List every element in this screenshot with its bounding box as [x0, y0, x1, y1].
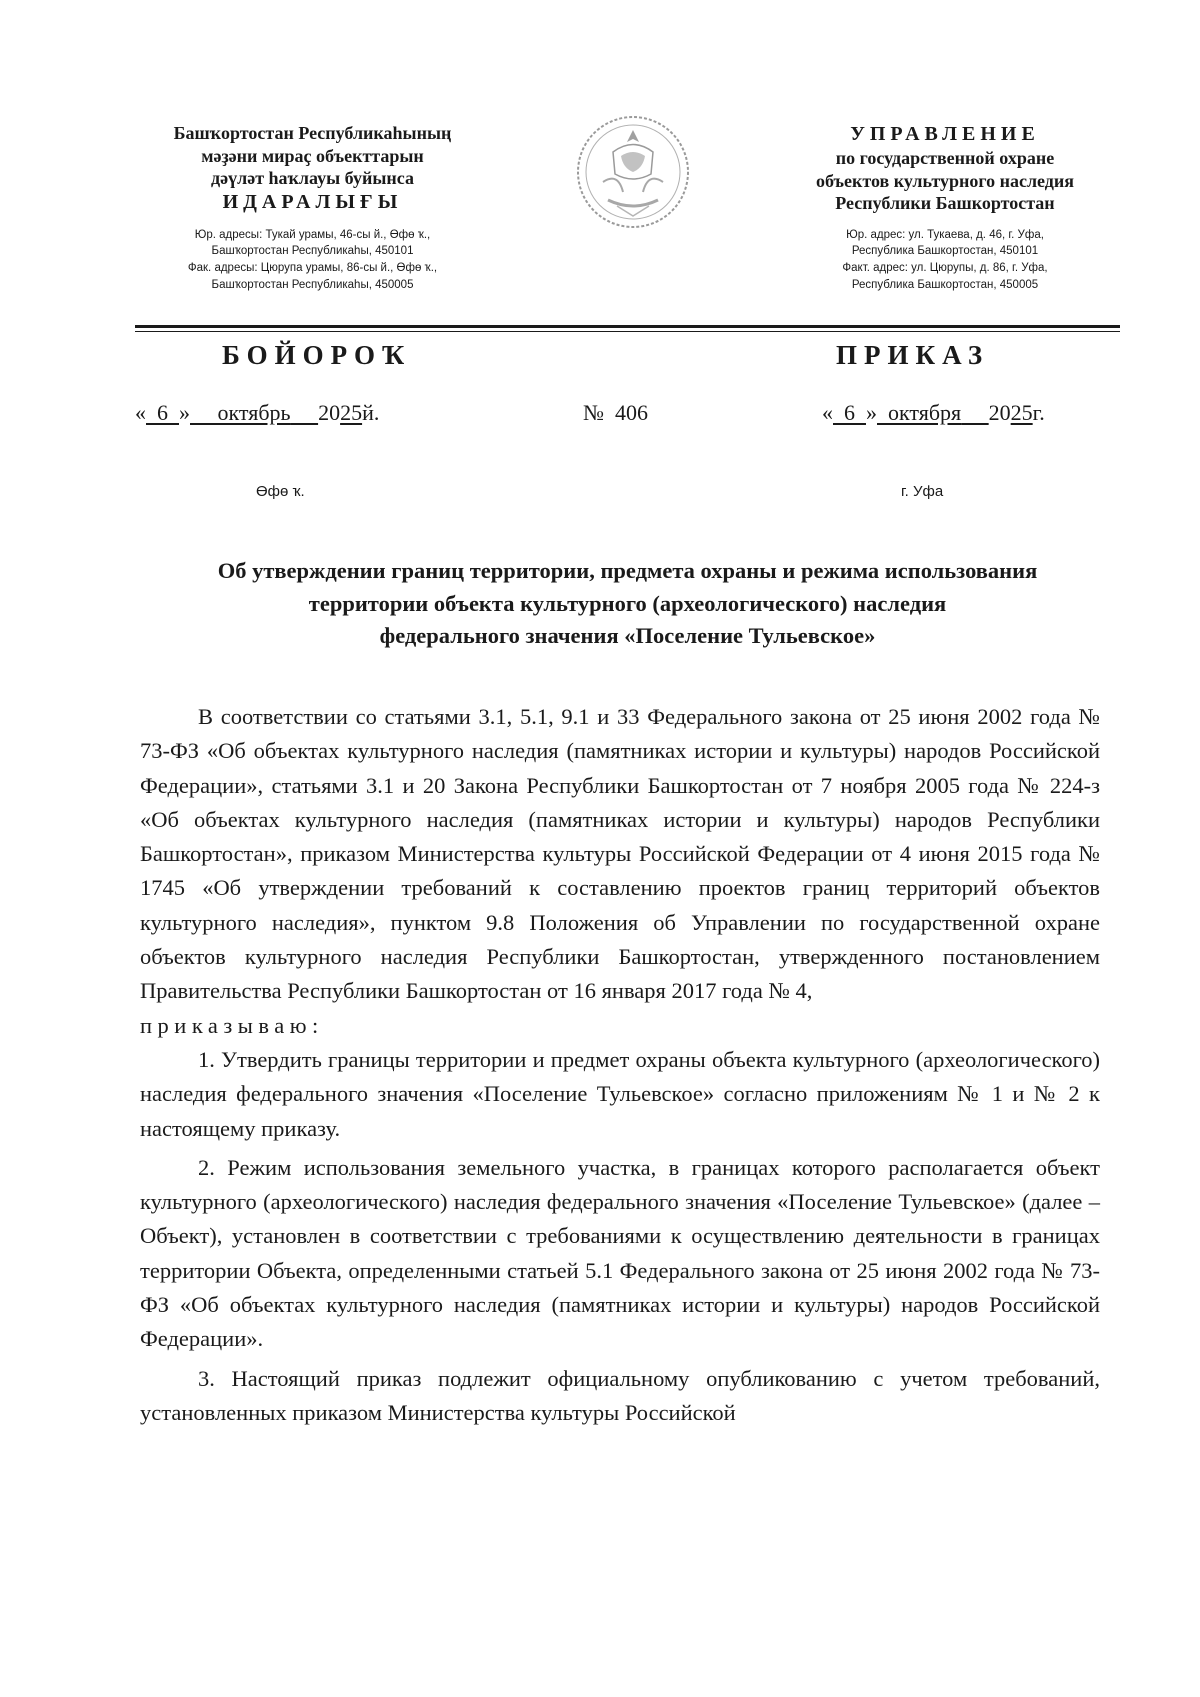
address-line: Юр. адресы: Тукай урамы, 46-сы й., Өфө ҡ.,	[194, 228, 431, 241]
date-suffix: г.	[1032, 400, 1045, 425]
date-suffix: й.	[362, 400, 380, 425]
address-line: Факт. адрес: ул. Цюрупы, д. 86, г. Уфа,	[842, 261, 1048, 274]
header-right-russian	[770, 122, 1120, 293]
order-item-2: 2. Режим использования земельного участка, в границах которого располагается объект культурного (археологического) наследия федерального значения «Поселение Тульевское» (далее – Объект), установлен в соответствии с требованиями к осуществлению деятельности в границах территории Объекта, определенными статьей 5.1 Федерального закона от 25 июня 2002 года № 73-ФЗ «Об объектах культурного наследия (памятниках истории и культуры) народов Российской Федерации».	[140, 1154, 1100, 1352]
org-name-line: мәҙәни мираҫ объекттарын	[201, 145, 424, 166]
date-year-prefix: 20	[988, 400, 1011, 425]
address-line: Юр. адрес: ул. Тукаева, д. 46, г. Уфа,	[846, 228, 1044, 241]
order-number	[583, 400, 648, 426]
quote-open: «	[822, 400, 833, 425]
order-date-bashkir	[135, 400, 379, 426]
header-left-bashkir	[135, 122, 490, 293]
title-line: федерального значения «Поселение Тульевское»	[379, 623, 876, 649]
directive-word: приказываю:	[140, 1012, 324, 1038]
address-line: Башҡортостан Республикаһы, 450005	[211, 278, 414, 291]
order-item-1: 1. Утвердить границы территории и предмет охраны объекта культурного (археологического) наследия федерального значения «Поселение Тульевское» согласно приложениям № 1 и № 2 к настоящему приказу.	[140, 1046, 1100, 1141]
date-year-suffix: 25	[340, 400, 363, 425]
header-divider-thin	[135, 331, 1120, 332]
quote-close: »	[179, 400, 190, 425]
org-name-line: объектов культурного наследия	[815, 170, 1075, 191]
address-line: Республика Башкортостан, 450101	[851, 245, 1039, 258]
org-name-line: дәүләт һаҡлауы буйынса	[211, 168, 414, 188]
date-day: 6	[844, 400, 855, 425]
number-value: 406	[615, 400, 648, 425]
org-address	[135, 227, 490, 294]
org-name-line: по государственной охране	[835, 148, 1055, 168]
order-word-bashkir: БОЙОРОҠ	[222, 340, 412, 370]
org-name-line: Республики Башкортостан	[835, 193, 1055, 213]
org-name-line: Башҡортостан Республикаһының	[173, 123, 452, 143]
org-address	[770, 227, 1120, 294]
address-line: Фак. адресы: Цюрупа урамы, 86-сы й., Өфө ҡ.,	[187, 261, 438, 274]
order-word-russian: ПРИКАЗ	[836, 340, 990, 370]
date-month: октября	[888, 400, 962, 425]
title-line: территории объекта культурного (археологического) наследия	[308, 590, 947, 616]
address-line: Республика Башкортостан, 450005	[851, 278, 1039, 291]
order-item-3: 3. Настоящий приказ подлежит официальному опубликованию с учетом требований, установленных приказом Министерства культуры Российской	[140, 1365, 1100, 1425]
order-date-russian	[822, 400, 1045, 426]
quote-open: «	[135, 400, 146, 425]
org-name-caps: ИДАРАЛЫҒЫ	[222, 190, 403, 213]
date-month: октябрь	[217, 400, 291, 425]
city-bashkir: Өфө ҡ.	[256, 483, 305, 500]
date-year-suffix: 25	[1010, 400, 1033, 425]
city-russian: г. Уфа	[901, 483, 944, 500]
document-title	[135, 555, 1120, 653]
document-body	[140, 700, 1100, 1430]
address-line: Башҡортостан Республикаһы, 450101	[211, 245, 414, 258]
quote-close: »	[866, 400, 877, 425]
number-label: №	[583, 400, 604, 425]
title-line: Об утверждении границ территории, предмета охраны и режима использования	[217, 558, 1038, 583]
header-divider-thick	[135, 325, 1120, 328]
republic-emblem-icon	[573, 112, 693, 232]
preamble-paragraph: В соответствии со статьями 3.1, 5.1, 9.1 и 33 Федерального закона от 25 июня 2002 года № 73-ФЗ «Об объектах культурного наследия (памятниках истории и культуры) народов Российской Федерации», статьями 3.1 и 20 Закона Республики Башкортостан от 7 ноября 2005 года № 224-з «Об объектах культурного наследия (памятниках истории и культуры) народов Республики Башкортостан», приказом Министерства культуры Российской Федерации от 4 июня 2015 года № 1745 «Об утверждении требований к составлению проектов границ территорий объектов культурного наследия», пунктом 9.8 Положения об Управлении по государственной охране объектов культурного наследия Республики Башкортостан, утвержденного постановлением Правительства Республики Башкортостан от 16 января 2017 года № 4,	[140, 704, 1100, 1004]
date-year-prefix: 20	[318, 400, 341, 425]
org-name-caps: УПРАВЛЕНИЕ	[850, 123, 1040, 145]
date-day: 6	[157, 400, 168, 425]
